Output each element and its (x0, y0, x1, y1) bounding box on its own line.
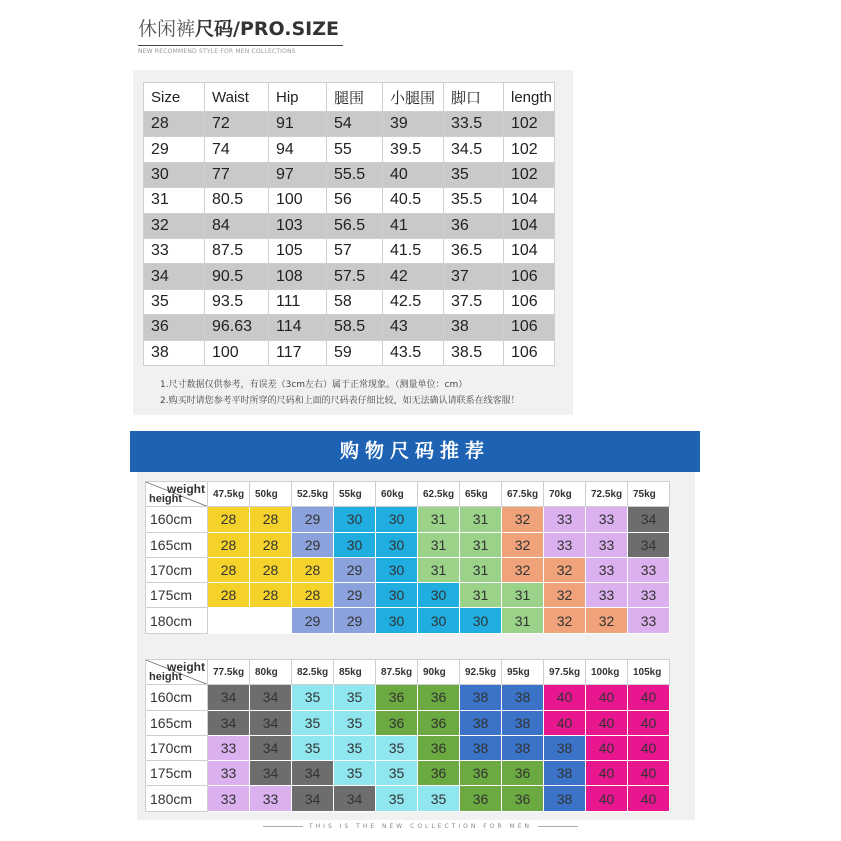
size-table-cell: 57.5 (327, 264, 383, 289)
grid-size-cell: 33 (544, 507, 586, 532)
grid-size-cell: 36 (460, 786, 502, 811)
grid-row (146, 735, 670, 760)
size-table-cell: 35.5 (444, 188, 504, 213)
grid-size-cell: 28 (292, 557, 334, 582)
grid-weight-header: 87.5kg (376, 660, 418, 685)
grid-size-cell: 38 (544, 786, 586, 811)
grid-size-cell: 30 (418, 583, 460, 608)
grid-size-cell: 40 (586, 685, 628, 710)
grid-size-cell: 28 (208, 507, 250, 532)
grid-size-cell: 36 (418, 735, 460, 760)
size-table-header-cell: Hip (269, 83, 327, 112)
grid-weight-header: 92.5kg (460, 660, 502, 685)
size-table-cell: 37 (444, 264, 504, 289)
grid-size-cell: 33 (586, 583, 628, 608)
grid-size-cell: 29 (292, 532, 334, 557)
size-table-cell: 30 (144, 162, 205, 187)
grid-size-cell: 30 (460, 608, 502, 633)
grid-size-cell: 40 (586, 761, 628, 786)
size-table-cell: 104 (504, 238, 555, 263)
grid-size-cell: 35 (292, 710, 334, 735)
grid-size-cell: 30 (376, 583, 418, 608)
grid-size-cell: 38 (460, 710, 502, 735)
grid-size-cell: 28 (250, 532, 292, 557)
grid-size-cell: 30 (334, 532, 376, 557)
grid-size-cell: 40 (628, 735, 670, 760)
size-table-row (144, 137, 555, 162)
size-table-row (144, 264, 555, 289)
size-table-cell: 106 (504, 264, 555, 289)
grid-size-cell: 32 (544, 608, 586, 633)
note-2: 2.购买时请您参考平时所穿的尺码和上面的尺码表仔细比较，如无法确认请联系在线客服！ (160, 396, 520, 406)
grid-size-cell (208, 608, 250, 633)
size-table-cell: 84 (205, 213, 269, 238)
size-table-row (144, 238, 555, 263)
size-table-cell: 43 (383, 315, 444, 340)
grid-size-cell: 35 (334, 735, 376, 760)
size-table-cell: 36.5 (444, 238, 504, 263)
page-subtitle: NEW RECOMMEND STYLE FOR MEN COLLECTIONS (138, 48, 296, 55)
grid-size-cell: 28 (208, 557, 250, 582)
size-table-cell: 34 (144, 264, 205, 289)
size-table-cell: 57 (327, 238, 383, 263)
grid-row (146, 761, 670, 786)
grid-size-cell: 33 (208, 735, 250, 760)
size-table-cell: 55.5 (327, 162, 383, 187)
size-table-cell: 106 (504, 340, 555, 365)
size-table-cell: 105 (269, 238, 327, 263)
size-table-cell: 36 (144, 315, 205, 340)
grid-size-cell: 32 (502, 507, 544, 532)
footer (0, 823, 841, 830)
grid-height-label: 170cm (146, 557, 208, 582)
grid-weight-header: 47.5kg (208, 482, 250, 507)
size-table-cell: 42 (383, 264, 444, 289)
size-table-cell: 74 (205, 137, 269, 162)
corner-height-label: height (149, 493, 182, 506)
size-table-cell: 40 (383, 162, 444, 187)
size-table-header-cell: 脚口 (444, 83, 504, 112)
size-table-cell: 90.5 (205, 264, 269, 289)
grid-height-label: 175cm (146, 583, 208, 608)
grid-size-cell: 40 (628, 761, 670, 786)
size-table-header-cell: length (504, 83, 555, 112)
grid-size-cell: 32 (502, 532, 544, 557)
size-table-cell: 100 (205, 340, 269, 365)
title-light: 休闲裤 (138, 18, 196, 40)
size-table-cell: 31 (144, 188, 205, 213)
grid-weight-header: 90kg (418, 660, 460, 685)
size-table-cell: 54 (327, 112, 383, 137)
grid-row (146, 557, 670, 582)
size-table-cell: 93.5 (205, 289, 269, 314)
size-table-cell: 40.5 (383, 188, 444, 213)
size-table-cell: 35 (144, 289, 205, 314)
grid-size-cell: 28 (250, 557, 292, 582)
size-table-cell: 35 (444, 162, 504, 187)
grid-size-cell: 34 (250, 710, 292, 735)
grid-size-cell: 34 (292, 761, 334, 786)
grid-size-cell: 33 (628, 557, 670, 582)
size-table-cell: 106 (504, 289, 555, 314)
recommend-grid-light (145, 481, 670, 634)
corner-weight-label: weight (167, 482, 205, 496)
size-table-row (144, 315, 555, 340)
grid-weight-header: 75kg (628, 482, 670, 507)
size-table-cell: 55 (327, 137, 383, 162)
size-table-cell: 106 (504, 315, 555, 340)
grid-size-cell: 40 (628, 685, 670, 710)
grid-size-cell: 34 (208, 710, 250, 735)
grid-weight-header: 105kg (628, 660, 670, 685)
grid-size-cell: 36 (460, 761, 502, 786)
size-table-cell: 87.5 (205, 238, 269, 263)
grid-size-cell: 36 (418, 685, 460, 710)
grid-size-cell: 40 (586, 710, 628, 735)
size-table-row (144, 213, 555, 238)
grid-size-cell: 28 (208, 532, 250, 557)
size-table-cell: 72 (205, 112, 269, 137)
grid-size-cell: 31 (460, 532, 502, 557)
grid-size-cell: 31 (460, 557, 502, 582)
size-table-header-cell: Size (144, 83, 205, 112)
grid-size-cell: 31 (502, 608, 544, 633)
grid-row (146, 608, 670, 633)
grid-size-cell: 34 (334, 786, 376, 811)
size-table-cell: 102 (504, 162, 555, 187)
size-table-cell: 80.5 (205, 188, 269, 213)
grid-size-cell: 32 (544, 583, 586, 608)
size-table-cell: 56 (327, 188, 383, 213)
grid-height-label: 180cm (146, 786, 208, 811)
page-title (138, 14, 348, 41)
size-table-cell: 102 (504, 137, 555, 162)
grid-size-cell: 29 (292, 608, 334, 633)
size-table-row (144, 112, 555, 137)
grid-size-cell: 32 (502, 557, 544, 582)
grid-weight-header: 60kg (376, 482, 418, 507)
grid-size-cell: 33 (628, 583, 670, 608)
grid-size-cell: 29 (334, 557, 376, 582)
size-table-cell: 117 (269, 340, 327, 365)
grid-size-cell: 28 (208, 583, 250, 608)
grid-height-label: 175cm (146, 761, 208, 786)
grid-size-cell: 35 (376, 786, 418, 811)
title-divider (138, 45, 343, 46)
size-table-cell: 100 (269, 188, 327, 213)
size-table-cell: 34.5 (444, 137, 504, 162)
grid-size-cell: 34 (208, 685, 250, 710)
grid-weight-header: 65kg (460, 482, 502, 507)
grid-size-cell: 34 (250, 685, 292, 710)
grid-height-label: 170cm (146, 735, 208, 760)
title-bold: 尺码 (195, 18, 234, 40)
grid-size-cell: 29 (334, 583, 376, 608)
grid-size-cell: 34 (628, 507, 670, 532)
size-table-cell: 97 (269, 162, 327, 187)
size-table (143, 82, 555, 366)
size-table-cell: 59 (327, 340, 383, 365)
grid-size-cell: 38 (502, 710, 544, 735)
corner-weight-label: weight (167, 660, 205, 674)
grid-size-cell: 38 (502, 685, 544, 710)
grid-size-cell: 31 (460, 507, 502, 532)
grid-size-cell: 28 (250, 507, 292, 532)
grid-header-row (146, 482, 670, 507)
size-table-header-row (144, 83, 555, 112)
size-table-cell: 103 (269, 213, 327, 238)
grid-size-cell: 32 (586, 608, 628, 633)
title-suffix: /PRO.SIZE (233, 18, 339, 40)
size-table-cell: 58 (327, 289, 383, 314)
size-notes (160, 377, 520, 409)
grid-weight-header: 70kg (544, 482, 586, 507)
size-table-cell: 39.5 (383, 137, 444, 162)
grid-height-label: 180cm (146, 608, 208, 633)
grid-size-cell: 32 (544, 557, 586, 582)
grid-size-cell: 40 (586, 786, 628, 811)
size-table-cell: 58.5 (327, 315, 383, 340)
size-table-cell: 96.63 (205, 315, 269, 340)
size-table-row (144, 340, 555, 365)
grid-size-cell: 35 (376, 761, 418, 786)
grid-size-cell: 30 (376, 608, 418, 633)
grid-size-cell: 36 (376, 710, 418, 735)
grid-size-cell: 35 (418, 786, 460, 811)
grid-size-cell: 40 (544, 710, 586, 735)
footer-text: THIS IS THE NEW COLLECTION FOR MEN (309, 823, 532, 830)
grid-size-cell: 33 (586, 507, 628, 532)
grid-row (146, 532, 670, 557)
grid-size-cell: 31 (418, 532, 460, 557)
size-table-cell: 91 (269, 112, 327, 137)
grid-size-cell: 35 (292, 685, 334, 710)
grid-size-cell: 33 (586, 557, 628, 582)
grid-size-cell: 36 (502, 786, 544, 811)
grid-size-cell: 33 (250, 786, 292, 811)
size-table-header-cell: 小腿围 (383, 83, 444, 112)
grid-size-cell: 34 (250, 761, 292, 786)
grid-size-cell: 31 (418, 557, 460, 582)
size-table-cell: 102 (504, 112, 555, 137)
grid-size-cell: 31 (502, 583, 544, 608)
grid-row (146, 786, 670, 811)
grid-size-cell: 35 (334, 761, 376, 786)
recommend-grid-heavy (145, 659, 670, 812)
grid-row (146, 583, 670, 608)
size-table-cell: 38.5 (444, 340, 504, 365)
grid-size-cell (250, 608, 292, 633)
grid-size-cell: 36 (376, 685, 418, 710)
grid-weight-header: 67.5kg (502, 482, 544, 507)
grid-size-cell: 40 (544, 685, 586, 710)
size-table-cell: 77 (205, 162, 269, 187)
grid-header-row (146, 660, 670, 685)
grid-size-cell: 33 (208, 761, 250, 786)
grid-size-cell: 30 (334, 507, 376, 532)
grid-size-cell: 36 (418, 761, 460, 786)
size-table-cell: 33 (144, 238, 205, 263)
grid-weight-header: 72.5kg (586, 482, 628, 507)
grid-weight-header: 80kg (250, 660, 292, 685)
grid-size-cell: 31 (460, 583, 502, 608)
grid-size-cell: 35 (334, 685, 376, 710)
size-table-row (144, 188, 555, 213)
size-table-cell: 32 (144, 213, 205, 238)
grid-height-label: 165cm (146, 710, 208, 735)
grid-size-cell: 35 (292, 735, 334, 760)
size-table-cell: 38 (144, 340, 205, 365)
size-table-cell: 104 (504, 213, 555, 238)
grid-size-cell: 38 (544, 735, 586, 760)
grid-weight-header: 62.5kg (418, 482, 460, 507)
grid-weight-header: 82.5kg (292, 660, 334, 685)
grid-size-cell: 38 (460, 685, 502, 710)
size-table-cell: 94 (269, 137, 327, 162)
size-table-cell: 37.5 (444, 289, 504, 314)
grid-weight-header: 50kg (250, 482, 292, 507)
grid-weight-header: 85kg (334, 660, 376, 685)
grid-height-label: 160cm (146, 507, 208, 532)
page-header (138, 14, 348, 55)
grid-weight-header: 95kg (502, 660, 544, 685)
size-table-cell: 104 (504, 188, 555, 213)
grid-size-cell: 34 (250, 735, 292, 760)
size-table-cell: 43.5 (383, 340, 444, 365)
grid-corner (146, 660, 208, 685)
grid-size-cell: 40 (586, 735, 628, 760)
size-table-cell: 39 (383, 112, 444, 137)
grid-size-cell: 33 (208, 786, 250, 811)
grid-weight-header: 100kg (586, 660, 628, 685)
size-table-cell: 29 (144, 137, 205, 162)
corner-height-label: height (149, 671, 182, 684)
size-table-cell: 36 (444, 213, 504, 238)
grid-row (146, 507, 670, 532)
grid-size-cell: 33 (586, 532, 628, 557)
grid-size-cell: 38 (544, 761, 586, 786)
size-table-cell: 33.5 (444, 112, 504, 137)
size-table-header-cell: 腿围 (327, 83, 383, 112)
grid-size-cell: 38 (460, 735, 502, 760)
grid-size-cell: 36 (502, 761, 544, 786)
size-table-cell: 28 (144, 112, 205, 137)
note-1: 1.尺寸数据仅供参考，有误差（3cm左右）属于正常现象。（测量单位：cm） (160, 380, 468, 390)
grid-weight-header: 55kg (334, 482, 376, 507)
grid-size-cell: 30 (376, 507, 418, 532)
grid-size-cell: 35 (334, 710, 376, 735)
size-table-cell: 42.5 (383, 289, 444, 314)
grid-size-cell: 29 (334, 608, 376, 633)
size-table-cell: 41 (383, 213, 444, 238)
grid-size-cell: 40 (628, 786, 670, 811)
size-table-cell: 108 (269, 264, 327, 289)
grid-size-cell: 30 (418, 608, 460, 633)
size-table-cell: 38 (444, 315, 504, 340)
grid-corner (146, 482, 208, 507)
grid-row (146, 685, 670, 710)
grid-size-cell: 35 (376, 735, 418, 760)
size-table-header-cell: Waist (205, 83, 269, 112)
grid-weight-header: 97.5kg (544, 660, 586, 685)
grid-size-cell: 33 (544, 532, 586, 557)
grid-size-cell: 34 (628, 532, 670, 557)
size-table-row (144, 289, 555, 314)
size-table-row (144, 162, 555, 187)
size-table-cell: 114 (269, 315, 327, 340)
grid-size-cell: 31 (418, 507, 460, 532)
grid-size-cell: 28 (292, 583, 334, 608)
grid-size-cell: 33 (628, 608, 670, 633)
grid-size-cell: 38 (502, 735, 544, 760)
grid-weight-header: 77.5kg (208, 660, 250, 685)
grid-size-cell: 30 (376, 532, 418, 557)
size-table-cell: 56.5 (327, 213, 383, 238)
size-table-cell: 41.5 (383, 238, 444, 263)
grid-size-cell: 36 (418, 710, 460, 735)
grid-size-cell: 40 (628, 710, 670, 735)
grid-size-cell: 34 (292, 786, 334, 811)
grid-height-label: 160cm (146, 685, 208, 710)
grid-size-cell: 30 (376, 557, 418, 582)
grid-row (146, 710, 670, 735)
grid-size-cell: 28 (250, 583, 292, 608)
grid-size-cell: 29 (292, 507, 334, 532)
grid-height-label: 165cm (146, 532, 208, 557)
size-table-cell: 111 (269, 289, 327, 314)
grid-weight-header: 52.5kg (292, 482, 334, 507)
recommend-banner: 购物尺码推荐 (130, 431, 700, 472)
